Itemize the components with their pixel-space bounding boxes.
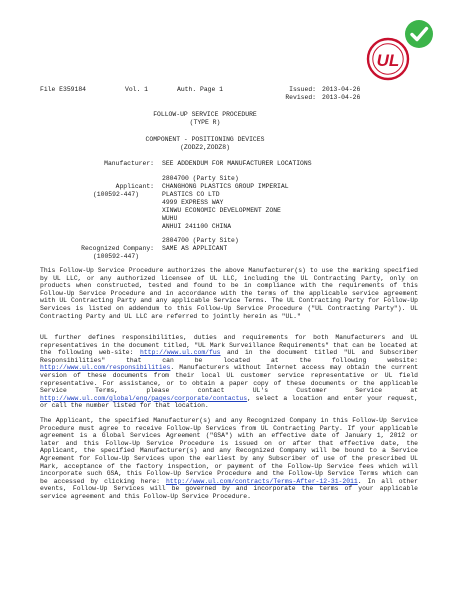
service-agreement-paragraph bbox=[40, 417, 418, 501]
applicant-label: Applicant: bbox=[115, 183, 154, 190]
recognized-value: SAME AS APPLICANT bbox=[162, 245, 228, 252]
ul-logo bbox=[363, 18, 435, 84]
manufacturer-label: Manufacturer: bbox=[104, 160, 154, 167]
applicant-address-line: PLASTICS CO LTD bbox=[162, 191, 220, 198]
revised-date: 2013-04-26 bbox=[322, 94, 361, 101]
component-title: COMPONENT - POSITIONING DEVICES bbox=[145, 136, 265, 143]
header-vol: Vol. 1 bbox=[125, 86, 149, 93]
authorization-paragraph bbox=[40, 267, 418, 320]
applicant-address-line: CHANGHONG PLASTICS GROUP IMPERIAL bbox=[162, 183, 289, 190]
issued-date: 2013-04-26 bbox=[322, 86, 361, 93]
fus-link[interactable]: http://www.ul.com/fus bbox=[139, 349, 221, 357]
applicant-address-line: 4999 EXPRESS WAY bbox=[162, 199, 224, 206]
header-file: File E359184 bbox=[40, 86, 87, 93]
recognized-id: (100592-447) bbox=[92, 253, 139, 260]
applicant-address-line: XINWU ECONOMIC DEVELOPMENT ZONE bbox=[162, 207, 281, 214]
service-agreement-text: The Applicant, the specified Manufacturer(s) and any Recognized Company in this Follow-Up Service Procedure must agree to receive Follow-Up Services from UL Contracting Party. If your applicable agreement is a Global Services Agreement ("GSA") with an effective date of January 1, 2012 or later and this Follow-Up Service Procedure is issued on or after that effective date, the Applicant, the specified Manufacturer(s) and any Recognized Company will be bound to a Service Agreement for Follow-Up Services upon the earliest by any Subscriber of use of the prescribed UL Mark, acceptance of the factory inspection, or payment of the Follow-Up Service fees which will incorporate such GSA, this Follow-Up Service Procedure and the Follow-Up Service Terms which can be accessed by clicking here: bbox=[40, 417, 418, 485]
check-badge-icon bbox=[405, 20, 433, 48]
revised-label: Revised: bbox=[285, 94, 316, 101]
procedure-title: FOLLOW-UP SERVICE PROCEDURE bbox=[153, 111, 257, 118]
responsibilities-text: UL further defines responsibilities, duties and requirements for both Manufacturers and UL representatives in the document titled, "UL Mark Surveillance Requirements" that can be located at the following web-site: bbox=[40, 334, 418, 357]
responsibilities-paragraph bbox=[40, 334, 418, 410]
recognized-label: Recognized Company: bbox=[81, 245, 154, 252]
responsibilities-text: . Manufacturers without Internet access may obtain the current version of these documents from their local UL customer service representative or UL field representative. For assistance, or to obtain a paper copy of these documents or the applicable Service Terms, please contact UL's Customer Service at bbox=[40, 364, 418, 395]
terms-link[interactable]: http://www.ul.com/contracts/Terms-After-12-31-2011 bbox=[165, 477, 358, 485]
recognized-party-site: 2804700 (Party Site) bbox=[162, 237, 239, 244]
svg-text:UL: UL bbox=[376, 51, 400, 70]
issued-label: Issued: bbox=[289, 86, 316, 93]
manufacturer-value: SEE ADDENDUM FOR MANUFACTURER LOCATIONS bbox=[162, 160, 312, 167]
responsibilities-link[interactable]: http://www.ul.com/responsibilities bbox=[40, 364, 171, 372]
service-agreement-text: . In all other events, Follow-Up Services will be governed by and incorporate the terms of your applicable service agreement and this Follow-Up Service Procedure. bbox=[40, 477, 418, 500]
applicant-address-line: ANHUI 241100 CHINA bbox=[162, 223, 232, 230]
applicant-id: (100592-447) bbox=[92, 191, 139, 198]
authorization-text: This Follow-Up Service Procedure authorizes the above Manufacturer(s) to use the marking specified by UL LLC, or any authorized licensee of UL LLC, including the UL Contracting Party, only on products when constructed, tested and found to be in compliance with the requirements of this Follow-Up Service Procedure and in accordance with the terms of the applicable service agreement with UL Contracting Party and any applicable Service Terms. The UL Contracting Party for Follow-Up Services is listed on addendum to this Follow-Up Service Procedure ("UL Contracting Party"). UL Contracting Party and UL LLC are referred to jointly herein as "UL." bbox=[40, 267, 418, 320]
procedure-type: (TYPE R) bbox=[189, 119, 221, 126]
applicant-party-site: 2804700 (Party Site) bbox=[162, 175, 239, 182]
applicant-address-line: WUHU bbox=[162, 215, 178, 222]
category-codes: (ZODZ2,ZODZ8) bbox=[180, 144, 230, 151]
responsibilities-text: , select a location and enter your request, or call the number listed for that location. bbox=[40, 394, 418, 410]
header-auth-page: Auth. Page 1 bbox=[177, 86, 224, 93]
contact-us-link[interactable]: http://www.ul.com/global/eng/pages/corporate/contactus bbox=[40, 394, 248, 402]
responsibilities-text: and in the document titled "UL and Subscriber Responsibilities" that can be located at the following website: bbox=[40, 349, 418, 364]
